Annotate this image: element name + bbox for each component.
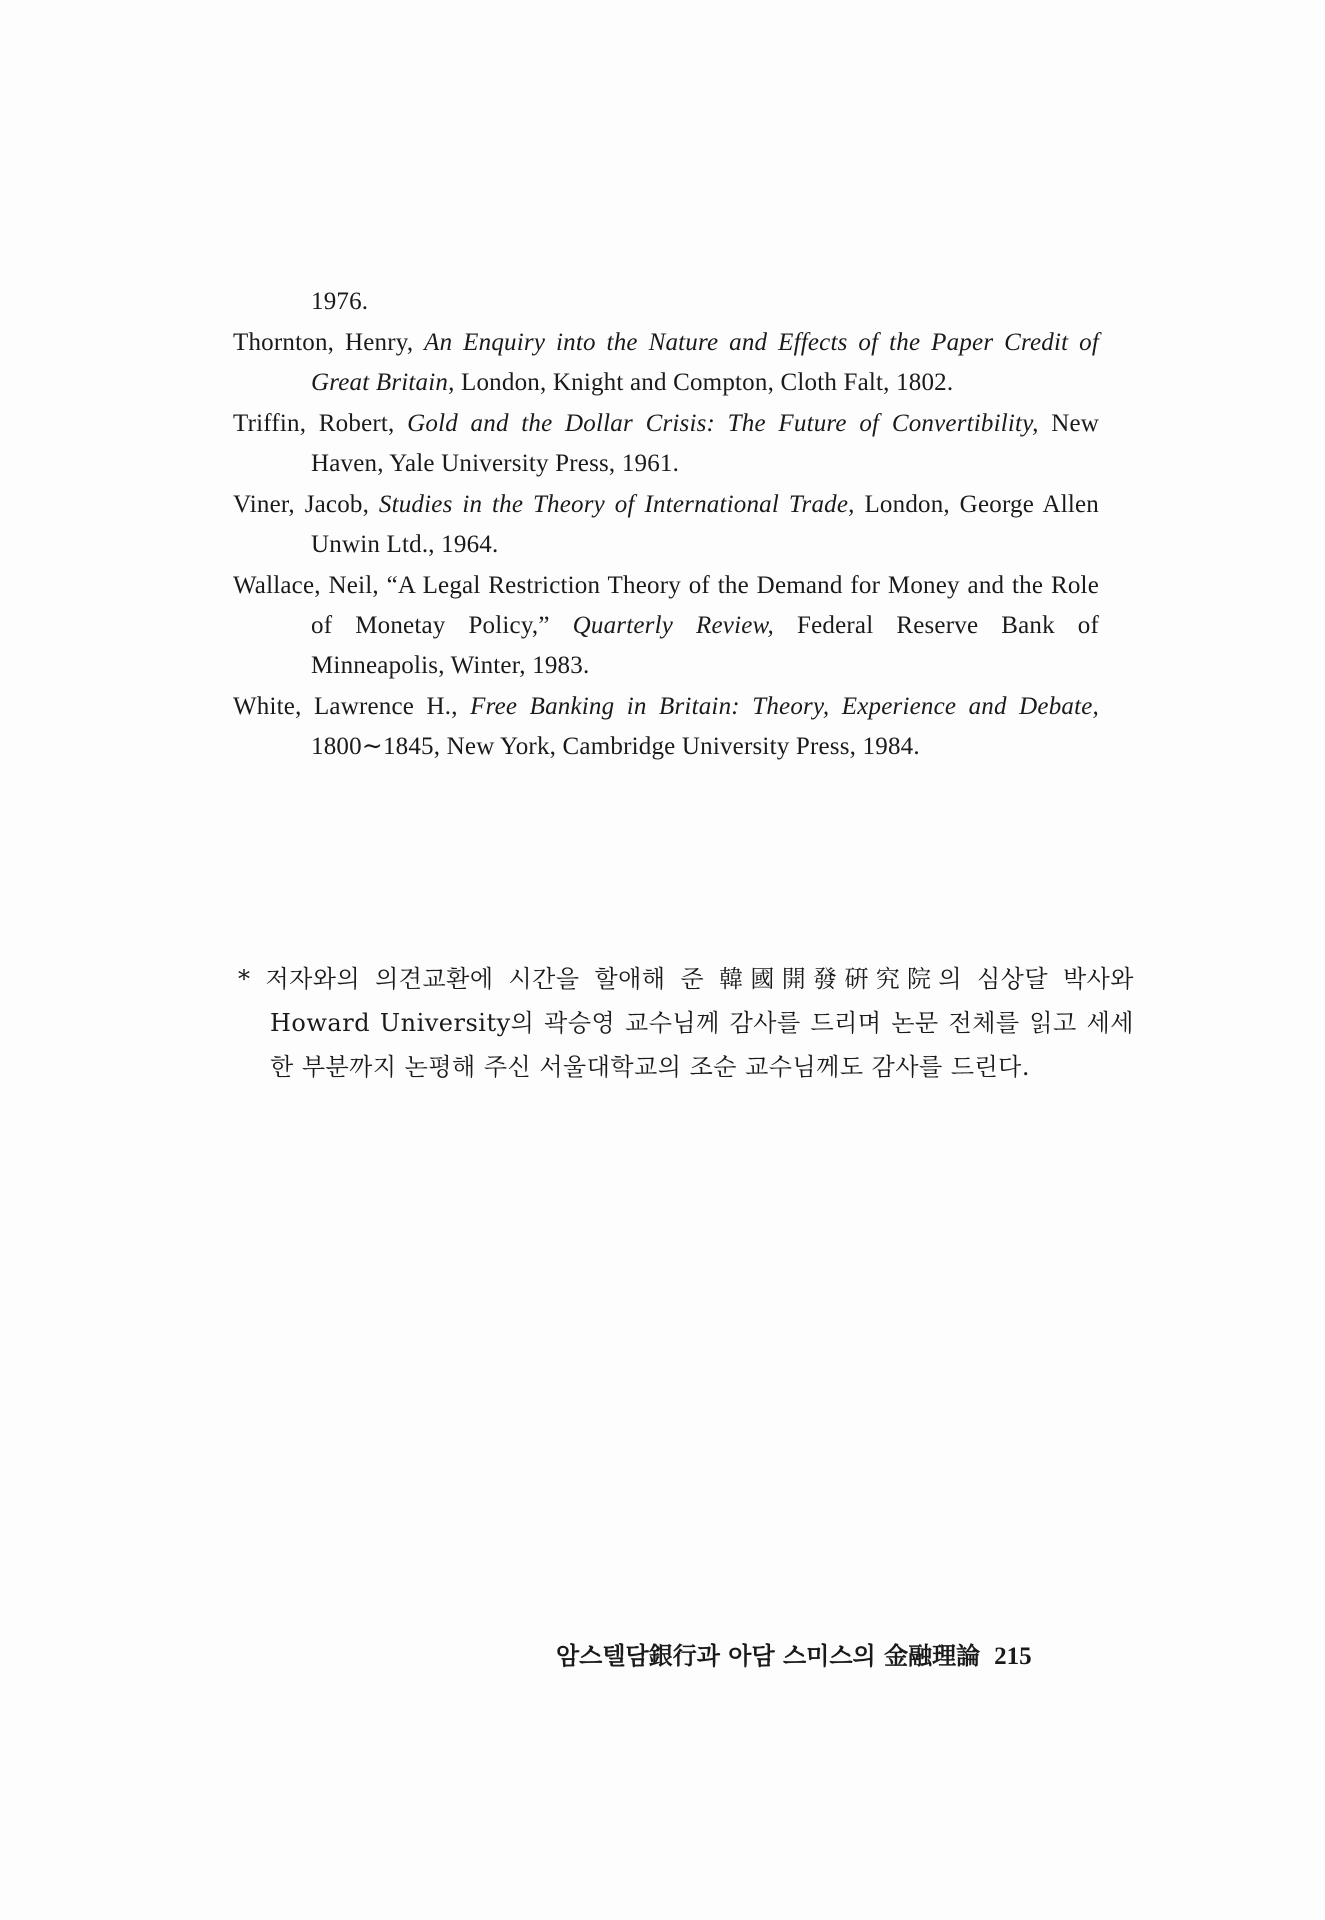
page-number: 215 <box>994 1643 1032 1670</box>
reference-author: Thornton, Henry, <box>233 329 425 356</box>
reference-triffin <box>233 404 1099 484</box>
reference-title: Quarterly Review, <box>572 612 774 639</box>
reference-wallace <box>233 566 1099 686</box>
reference-publication: New Haven, Yale University Press, 1961. <box>311 410 1099 477</box>
reference-publication: 1800∼1845, New York, Cambridge University Press, 1984. <box>311 733 920 760</box>
reference-continuation <box>233 282 1099 322</box>
reference-continuation-text: 1976. <box>311 288 369 315</box>
reference-title: Free Banking in Britain: Theory, Experience and Debate, <box>470 693 1099 720</box>
reference-title: Gold and the Dollar Crisis: The Future of Convertibility, <box>407 410 1039 437</box>
reference-author: White, Lawrence H., <box>233 693 471 720</box>
reference-thornton <box>233 323 1099 403</box>
reference-title: Studies in the Theory of International Trade, <box>378 491 855 518</box>
reference-list <box>233 282 1099 768</box>
reference-publication: London, Knight and Compton, Cloth Falt, 1802. <box>454 369 954 396</box>
reference-author: Viner, Jacob, <box>233 491 379 518</box>
reference-viner <box>233 485 1099 565</box>
running-title: 암스텔담銀行과 아담 스미스의 金融理論 <box>556 1641 981 1670</box>
acknowledgement-footnote: * 저자와의 의견교환에 시간을 할애해 준 韓國開發硏究院의 심상달 박사와 Howard University의 곽승영 교수님께 감사를 드리며 논문 전체를 읽고 세세한 부분까지 논평해 주신 서울대학교의 조순 교수님께도 감사를 드린다. <box>238 965 1134 1081</box>
page-footer <box>556 1636 1096 1676</box>
reference-author: Triffin, Robert, <box>233 410 408 437</box>
reference-publication: London, George Allen Unwin Ltd., 1964. <box>311 491 1099 558</box>
reference-author: Wallace, Neil, “A Legal Restriction Theory of the Demand for Money and the Role of Monetay Policy,” <box>233 572 1099 639</box>
reference-white <box>233 687 1099 767</box>
reference-title: An Enquiry into the Nature and Effects of the Paper Credit of Great Britain, <box>311 329 1099 396</box>
reference-publication: Federal Reserve Bank of Minneapolis, Winter, 1983. <box>311 612 1099 679</box>
